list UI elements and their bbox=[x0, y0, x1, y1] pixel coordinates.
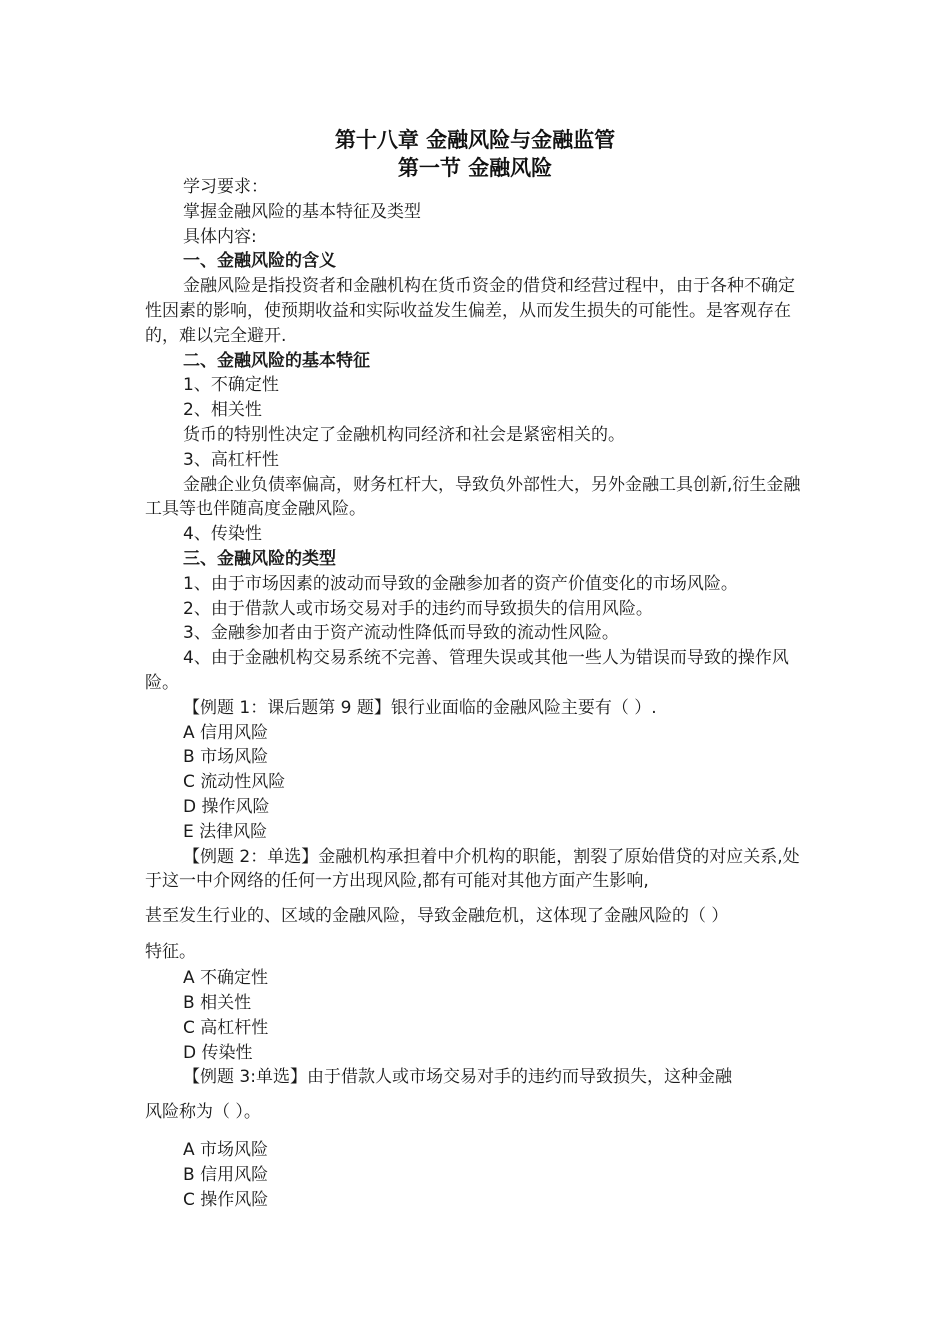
example-option: B 市场风险 bbox=[183, 747, 269, 768]
example-option: D 传染性 bbox=[183, 1042, 253, 1063]
example-option: E 法律风险 bbox=[183, 821, 268, 842]
example-stem-continued: 风险称为（ ）。 bbox=[145, 1102, 261, 1123]
example-option: D 操作风险 bbox=[183, 796, 270, 817]
heading-types: 三、金融风险的类型 bbox=[183, 548, 336, 569]
requirements-text: 掌握金融风险的基本特征及类型 bbox=[183, 201, 421, 222]
feature-description: 货币的特别性决定了金融机构同经济和社会是紧密相关的。 bbox=[183, 424, 625, 445]
heading-features: 二、金融风险的基本特征 bbox=[183, 350, 370, 371]
example-option: A 市场风险 bbox=[183, 1140, 269, 1161]
type-item: 1、由于市场因素的波动而导致的金融参加者的资产价值变化的市场风险。 bbox=[183, 573, 738, 594]
feature-description: 金融企业负债率偏高，财务杠杆大，导致负外部性大，另外金融工具创新,衍生金融工具等也伴随高度金融风险。 bbox=[145, 474, 801, 520]
content-label: 具体内容: bbox=[183, 226, 257, 247]
example-option: B 相关性 bbox=[183, 992, 252, 1013]
requirements-label: 学习要求： bbox=[183, 177, 268, 197]
example-option: B 信用风险 bbox=[183, 1164, 269, 1185]
heading-definition: 一、金融风险的含义 bbox=[183, 251, 336, 272]
example-stem: 【例题 2：单选】金融机构承担着中介机构的职能，割裂了原始借贷的对应关系,处于这一中介网络的任何一方出现风险,都有可能对其他方面产生影响, bbox=[145, 846, 800, 892]
definition-paragraph: 金融风险是指投资者和金融机构在货币资金的借贷和经营过程中，由于各种不确定性因素的影响，使预期收益和实际收益发生偏差，从而发生损失的可能性。是客观存在的，难以完全避开. bbox=[145, 276, 795, 346]
feature-item: 1、不确定性 bbox=[183, 375, 279, 396]
example-option: A 不确定性 bbox=[183, 968, 269, 989]
type-item: 4、由于金融机构交易系统不完善、管理失误或其他一些人为错误而导致的操作风险。 bbox=[145, 648, 789, 693]
example-option: A 信用风险 bbox=[183, 722, 269, 743]
example-stem: 【例题 3:单选】由于借款人或市场交易对手的违约而导致损失，这种金融 bbox=[183, 1067, 732, 1088]
type-item: 3、金融参加者由于资产流动性降低而导致的流动性风险。 bbox=[183, 623, 619, 644]
feature-item: 2、相关性 bbox=[183, 400, 262, 421]
section-title: 第一节 金融风险 bbox=[397, 156, 553, 180]
example-stem-continued: 甚至发生行业的、区域的金融风险，导致金融危机，这体现了金融风险的（ ） bbox=[145, 906, 729, 927]
example-stem-continued: 特征。 bbox=[145, 942, 196, 963]
feature-item: 4、传染性 bbox=[183, 524, 262, 545]
feature-item: 3、高杠杆性 bbox=[183, 449, 279, 470]
example-option: C 操作风险 bbox=[183, 1189, 269, 1210]
document-body bbox=[145, 175, 805, 1212]
example-stem: 【例题 1：课后题第 9 题】银行业面临的金融风险主要有（ ）. bbox=[183, 697, 657, 718]
example-option: C 高杠杆性 bbox=[183, 1017, 269, 1038]
example-option: C 流动性风险 bbox=[183, 772, 286, 793]
type-item: 2、由于借款人或市场交易对手的违约而导致损失的信用风险。 bbox=[183, 598, 653, 619]
chapter-title: 第十八章 金融风险与金融监管 bbox=[334, 128, 616, 152]
